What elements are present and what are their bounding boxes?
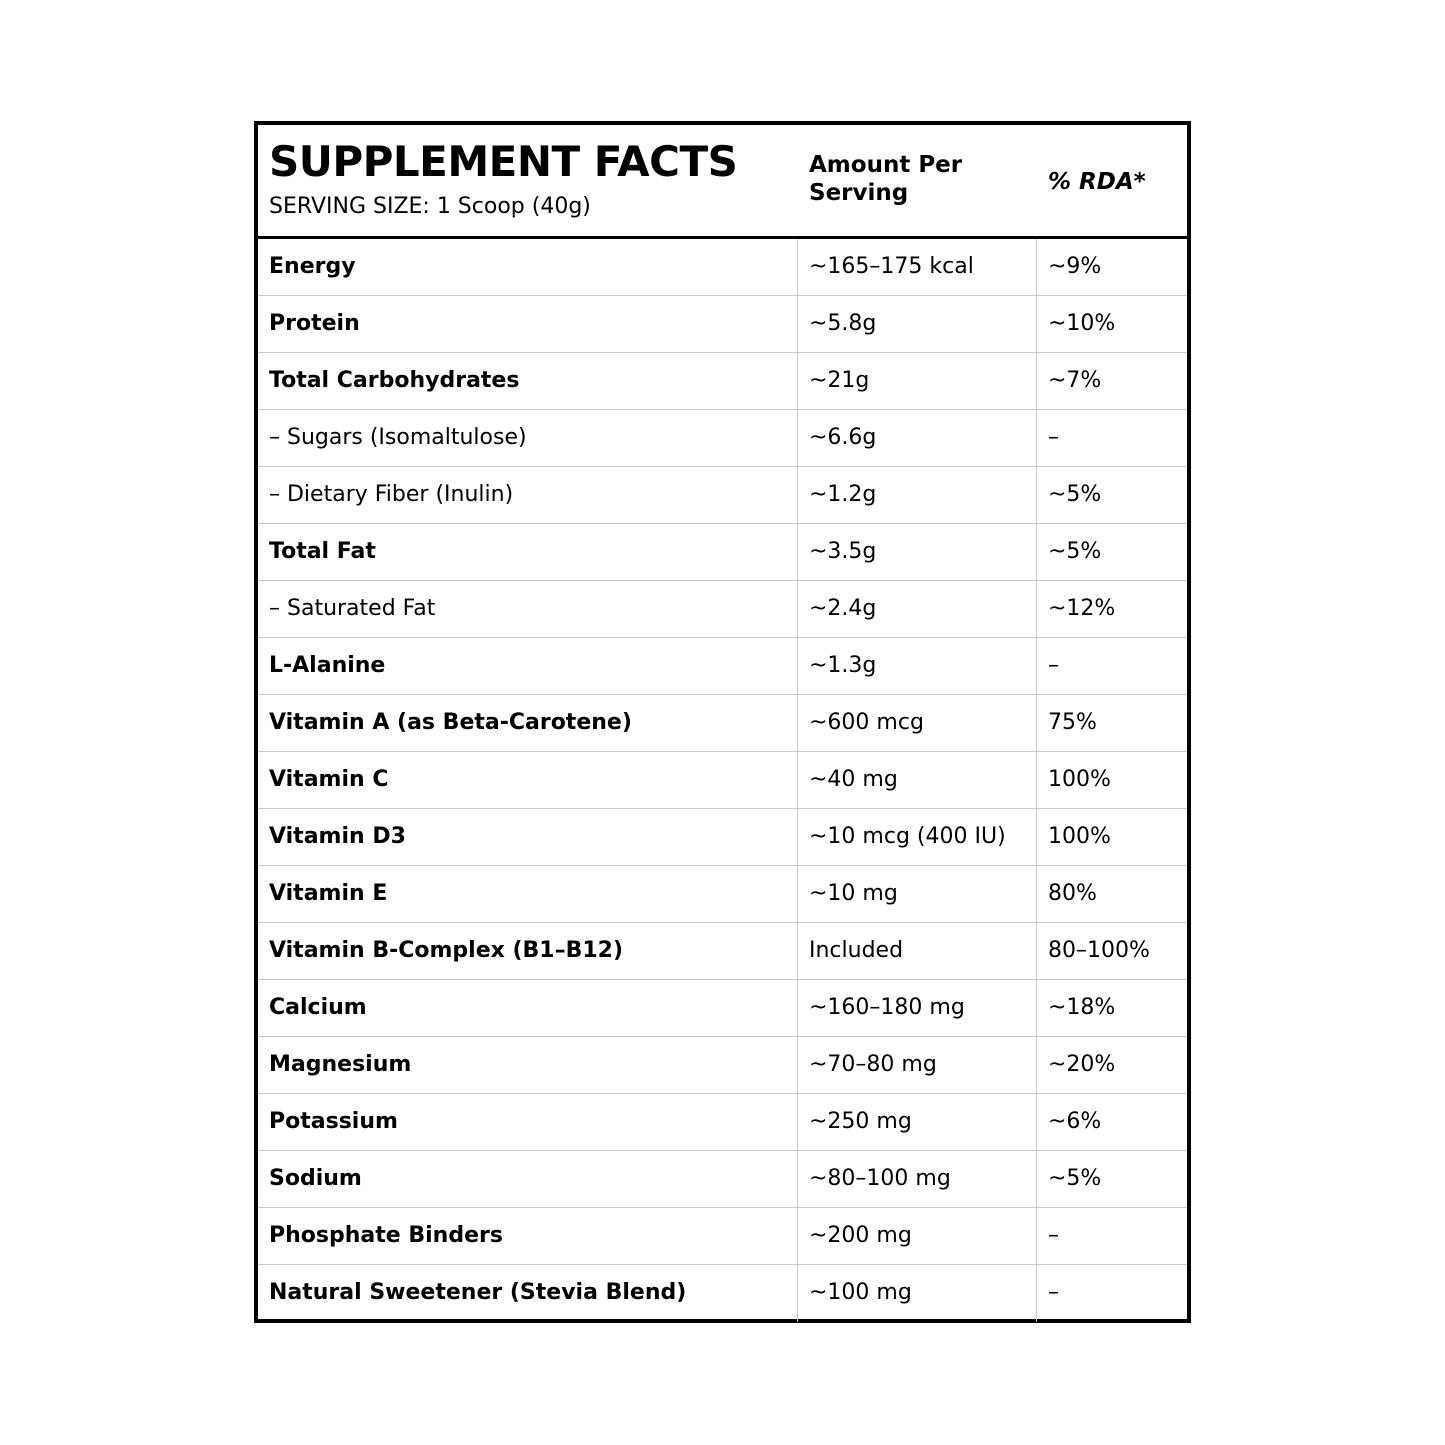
nutrient-name: – Sugars (Isomaltulose) [269,425,527,450]
column-divider [1036,1094,1037,1151]
column-divider [797,1208,798,1265]
amount-per-serving: ~1.2g [809,482,877,507]
nutrient-name: L-Alanine [269,653,386,678]
column-divider [1036,1208,1037,1265]
amount-per-serving: ~21g [809,368,870,393]
amount-per-serving: ~80–100 mg [809,1166,951,1191]
nutrient-name: Vitamin B-Complex (B1–B12) [269,938,624,963]
rda-percent: – [1048,425,1059,450]
table-row [258,1037,1187,1094]
column-divider [797,1094,798,1151]
column-header-rda: % RDA* [1048,169,1146,195]
rda-percent: ~6% [1048,1109,1102,1134]
column-divider [797,1265,798,1322]
serving-size: SERVING SIZE: 1 Scoop (40g) [269,194,591,219]
amount-per-serving: ~160–180 mg [809,995,965,1020]
column-divider [797,239,798,296]
column-divider [1036,467,1037,524]
nutrient-name: Vitamin E [269,881,388,906]
rda-percent: 100% [1048,824,1111,849]
nutrient-name: Protein [269,311,360,336]
table-row [258,695,1187,752]
column-divider [797,695,798,752]
column-divider [797,410,798,467]
amount-per-serving: ~70–80 mg [809,1052,937,1077]
amount-per-serving: ~6.6g [809,425,877,450]
column-divider [1036,410,1037,467]
table-row [258,980,1187,1037]
amount-per-serving: ~600 mcg [809,710,924,735]
rda-percent: ~20% [1048,1052,1116,1077]
table-row [258,1208,1187,1265]
column-divider [797,980,798,1037]
column-divider [797,1151,798,1208]
rda-percent: ~18% [1048,995,1116,1020]
nutrient-name: Vitamin D3 [269,824,406,849]
column-divider [797,638,798,695]
table-row [258,239,1187,296]
table-row [258,866,1187,923]
nutrient-name: – Dietary Fiber (Inulin) [269,482,514,507]
column-divider [797,467,798,524]
column-divider [1036,353,1037,410]
table-row [258,1265,1187,1321]
facts-header [258,125,1187,239]
column-divider [797,866,798,923]
column-divider [797,581,798,638]
rda-percent: ~5% [1048,539,1102,564]
column-divider [1036,752,1037,809]
nutrient-name: Calcium [269,995,367,1020]
amount-per-serving: ~100 mg [809,1280,912,1305]
facts-title: SUPPLEMENT FACTS [269,137,738,186]
rda-percent: – [1048,653,1059,678]
rda-percent: ~7% [1048,368,1102,393]
nutrient-name: Natural Sweetener (Stevia Blend) [269,1280,687,1305]
column-divider [1036,866,1037,923]
rda-percent: ~10% [1048,311,1116,336]
table-row [258,923,1187,980]
amount-per-serving: Included [809,938,904,963]
table-row [258,296,1187,353]
rda-percent: – [1048,1223,1059,1248]
nutrient-name: Total Fat [269,539,376,564]
column-divider [1036,1151,1037,1208]
table-row [258,353,1187,410]
amount-per-serving: ~250 mg [809,1109,912,1134]
rda-percent: – [1048,1280,1059,1305]
table-row [258,752,1187,809]
column-divider [1036,524,1037,581]
column-divider [1036,581,1037,638]
amount-per-serving: ~1.3g [809,653,877,678]
nutrient-name: Total Carbohydrates [269,368,520,393]
column-divider [797,752,798,809]
column-divider [1036,980,1037,1037]
rda-percent: ~12% [1048,596,1116,621]
rda-percent: ~5% [1048,1166,1102,1191]
column-divider [797,1037,798,1094]
facts-table-body [258,239,1187,1321]
amount-per-serving: ~5.8g [809,311,877,336]
amount-per-serving: ~3.5g [809,539,877,564]
rda-percent: ~5% [1048,482,1102,507]
table-row [258,1151,1187,1208]
rda-percent: 80–100% [1048,938,1150,963]
column-divider [1036,296,1037,353]
nutrient-name: Potassium [269,1109,398,1134]
column-divider [1036,695,1037,752]
table-row [258,1094,1187,1151]
nutrient-name: Energy [269,254,356,279]
nutrient-name: – Saturated Fat [269,596,436,621]
column-divider [1036,1265,1037,1322]
nutrient-name: Sodium [269,1166,362,1191]
rda-percent: 80% [1048,881,1097,906]
rda-percent: 75% [1048,710,1097,735]
column-divider [797,296,798,353]
amount-per-serving: ~165–175 kcal [809,254,974,279]
table-row [258,809,1187,866]
nutrient-name: Vitamin C [269,767,389,792]
table-row [258,467,1187,524]
rda-percent: 100% [1048,767,1111,792]
nutrient-name: Phosphate Binders [269,1223,503,1248]
amount-per-serving: ~10 mg [809,881,898,906]
table-row [258,581,1187,638]
supplement-facts-panel [254,121,1191,1323]
nutrient-name: Vitamin A (as Beta-Carotene) [269,710,632,735]
column-divider [1036,638,1037,695]
column-divider [1036,239,1037,296]
column-divider [1036,1037,1037,1094]
rda-percent: ~9% [1048,254,1102,279]
table-row [258,524,1187,581]
column-divider [797,524,798,581]
column-divider [797,923,798,980]
amount-per-serving: ~40 mg [809,767,898,792]
column-divider [1036,809,1037,866]
column-divider [1036,923,1037,980]
amount-per-serving: ~2.4g [809,596,877,621]
column-divider [797,809,798,866]
amount-per-serving: ~200 mg [809,1223,912,1248]
table-row [258,410,1187,467]
column-divider [797,353,798,410]
column-header-amount: Amount Per Serving [809,152,963,206]
amount-per-serving: ~10 mcg (400 IU) [809,824,1006,849]
table-row [258,638,1187,695]
nutrient-name: Magnesium [269,1052,412,1077]
